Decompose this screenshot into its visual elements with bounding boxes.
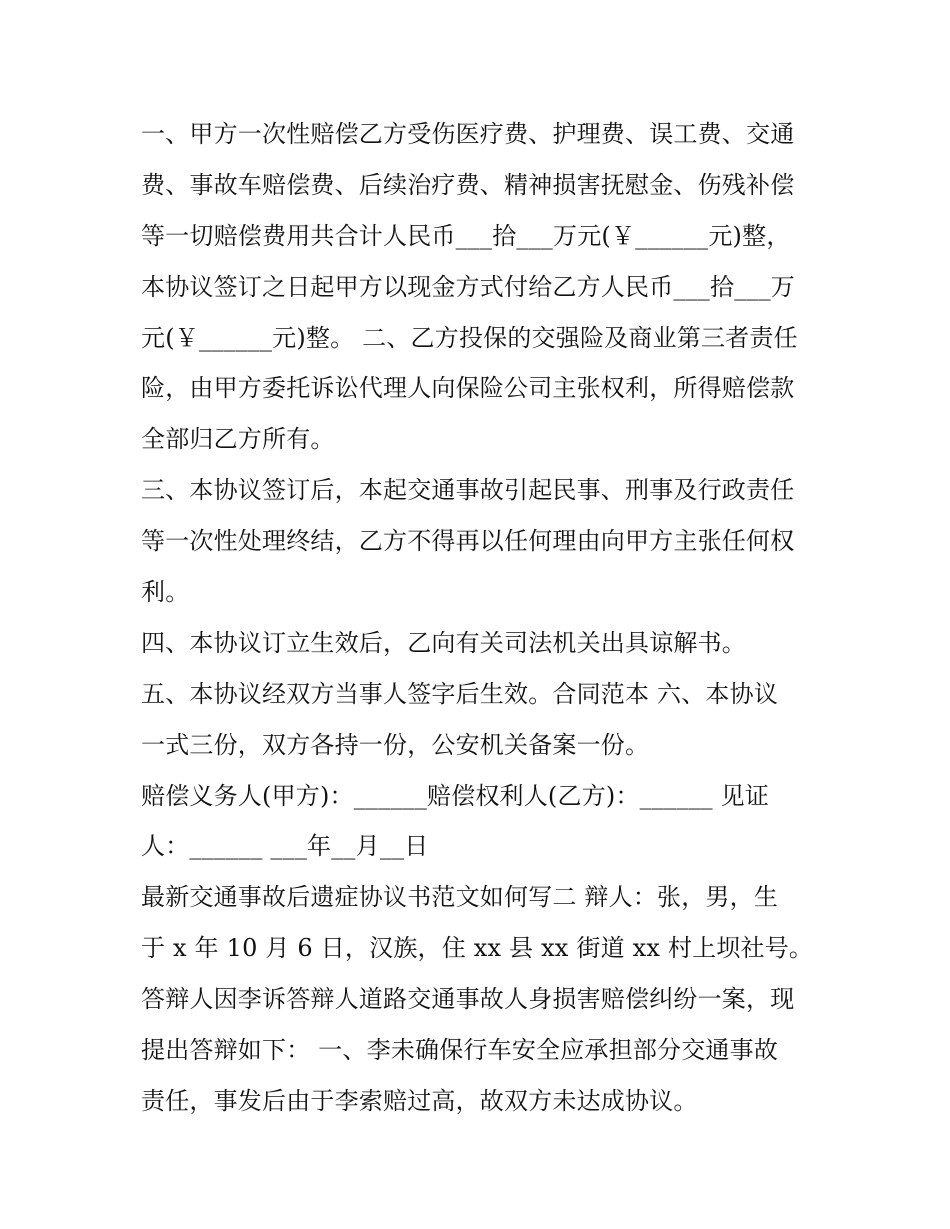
text-line: 于 x 年 10 月 6 日，汉族，住 xx 县 xx 街道 xx 村上坝社号。 bbox=[141, 934, 814, 963]
text-line: 费、事故车赔偿费、后续治疗费、精神损害抚慰金、伤残补偿 bbox=[141, 170, 795, 199]
text-line: 最新交通事故后遗症协议书范文如何写二 辩人：张，男，生 bbox=[141, 883, 779, 912]
text-line: 赔偿义务人(甲方)：______赔偿权利人(乙方)：______ 见证 bbox=[141, 781, 770, 810]
text-line: 险，由甲方委托诉讼代理人向保险公司主张权利，所得赔偿款 bbox=[141, 374, 795, 403]
text-line: 答辩人因李诉答辩人道路交通事故人身损害赔偿纠纷一案，现 bbox=[141, 985, 795, 1014]
text-line: 三、本协议签订后，本起交通事故引起民事、刑事及行政责任 bbox=[141, 476, 795, 505]
text-line: 本协议签订之日起甲方以现金方式付给乙方人民币___拾___万 bbox=[141, 272, 795, 301]
document-body bbox=[141, 109, 821, 1127]
text-line: 等一切赔偿费用共合计人民币___拾___万元(￥______元)整， bbox=[141, 221, 791, 250]
text-line: 四、本协议订立生效后，乙向有关司法机关出具谅解书。 bbox=[141, 628, 746, 657]
text-line: 等一次性处理终结，乙方不得再以任何理由向甲方主张任何权 bbox=[141, 527, 795, 556]
text-line: 一、甲方一次性赔偿乙方受伤医疗费、护理费、误工费、交通 bbox=[141, 120, 795, 148]
text-line: 责任，事发后由于李索赔过高，故双方未达成协议。 bbox=[141, 1086, 698, 1115]
text-line: 全部归乙方所有。 bbox=[141, 425, 335, 454]
text-line: 人：______ ___年__月__日 bbox=[141, 832, 429, 861]
text-line: 提出答辩如下： 一、李未确保行车安全应承担部分交通事故 bbox=[141, 1036, 779, 1065]
text-line: 五、本协议经双方当事人签字后生效。合同范本 六、本协议 bbox=[141, 679, 779, 708]
text-line: 一式三份，双方各持一份，公安机关备案一份。 bbox=[141, 730, 650, 759]
text-line: 利。 bbox=[141, 578, 190, 607]
text-line: 元(￥______元)整。 二、乙方投保的交强险及商业第三者责任 bbox=[141, 323, 798, 352]
